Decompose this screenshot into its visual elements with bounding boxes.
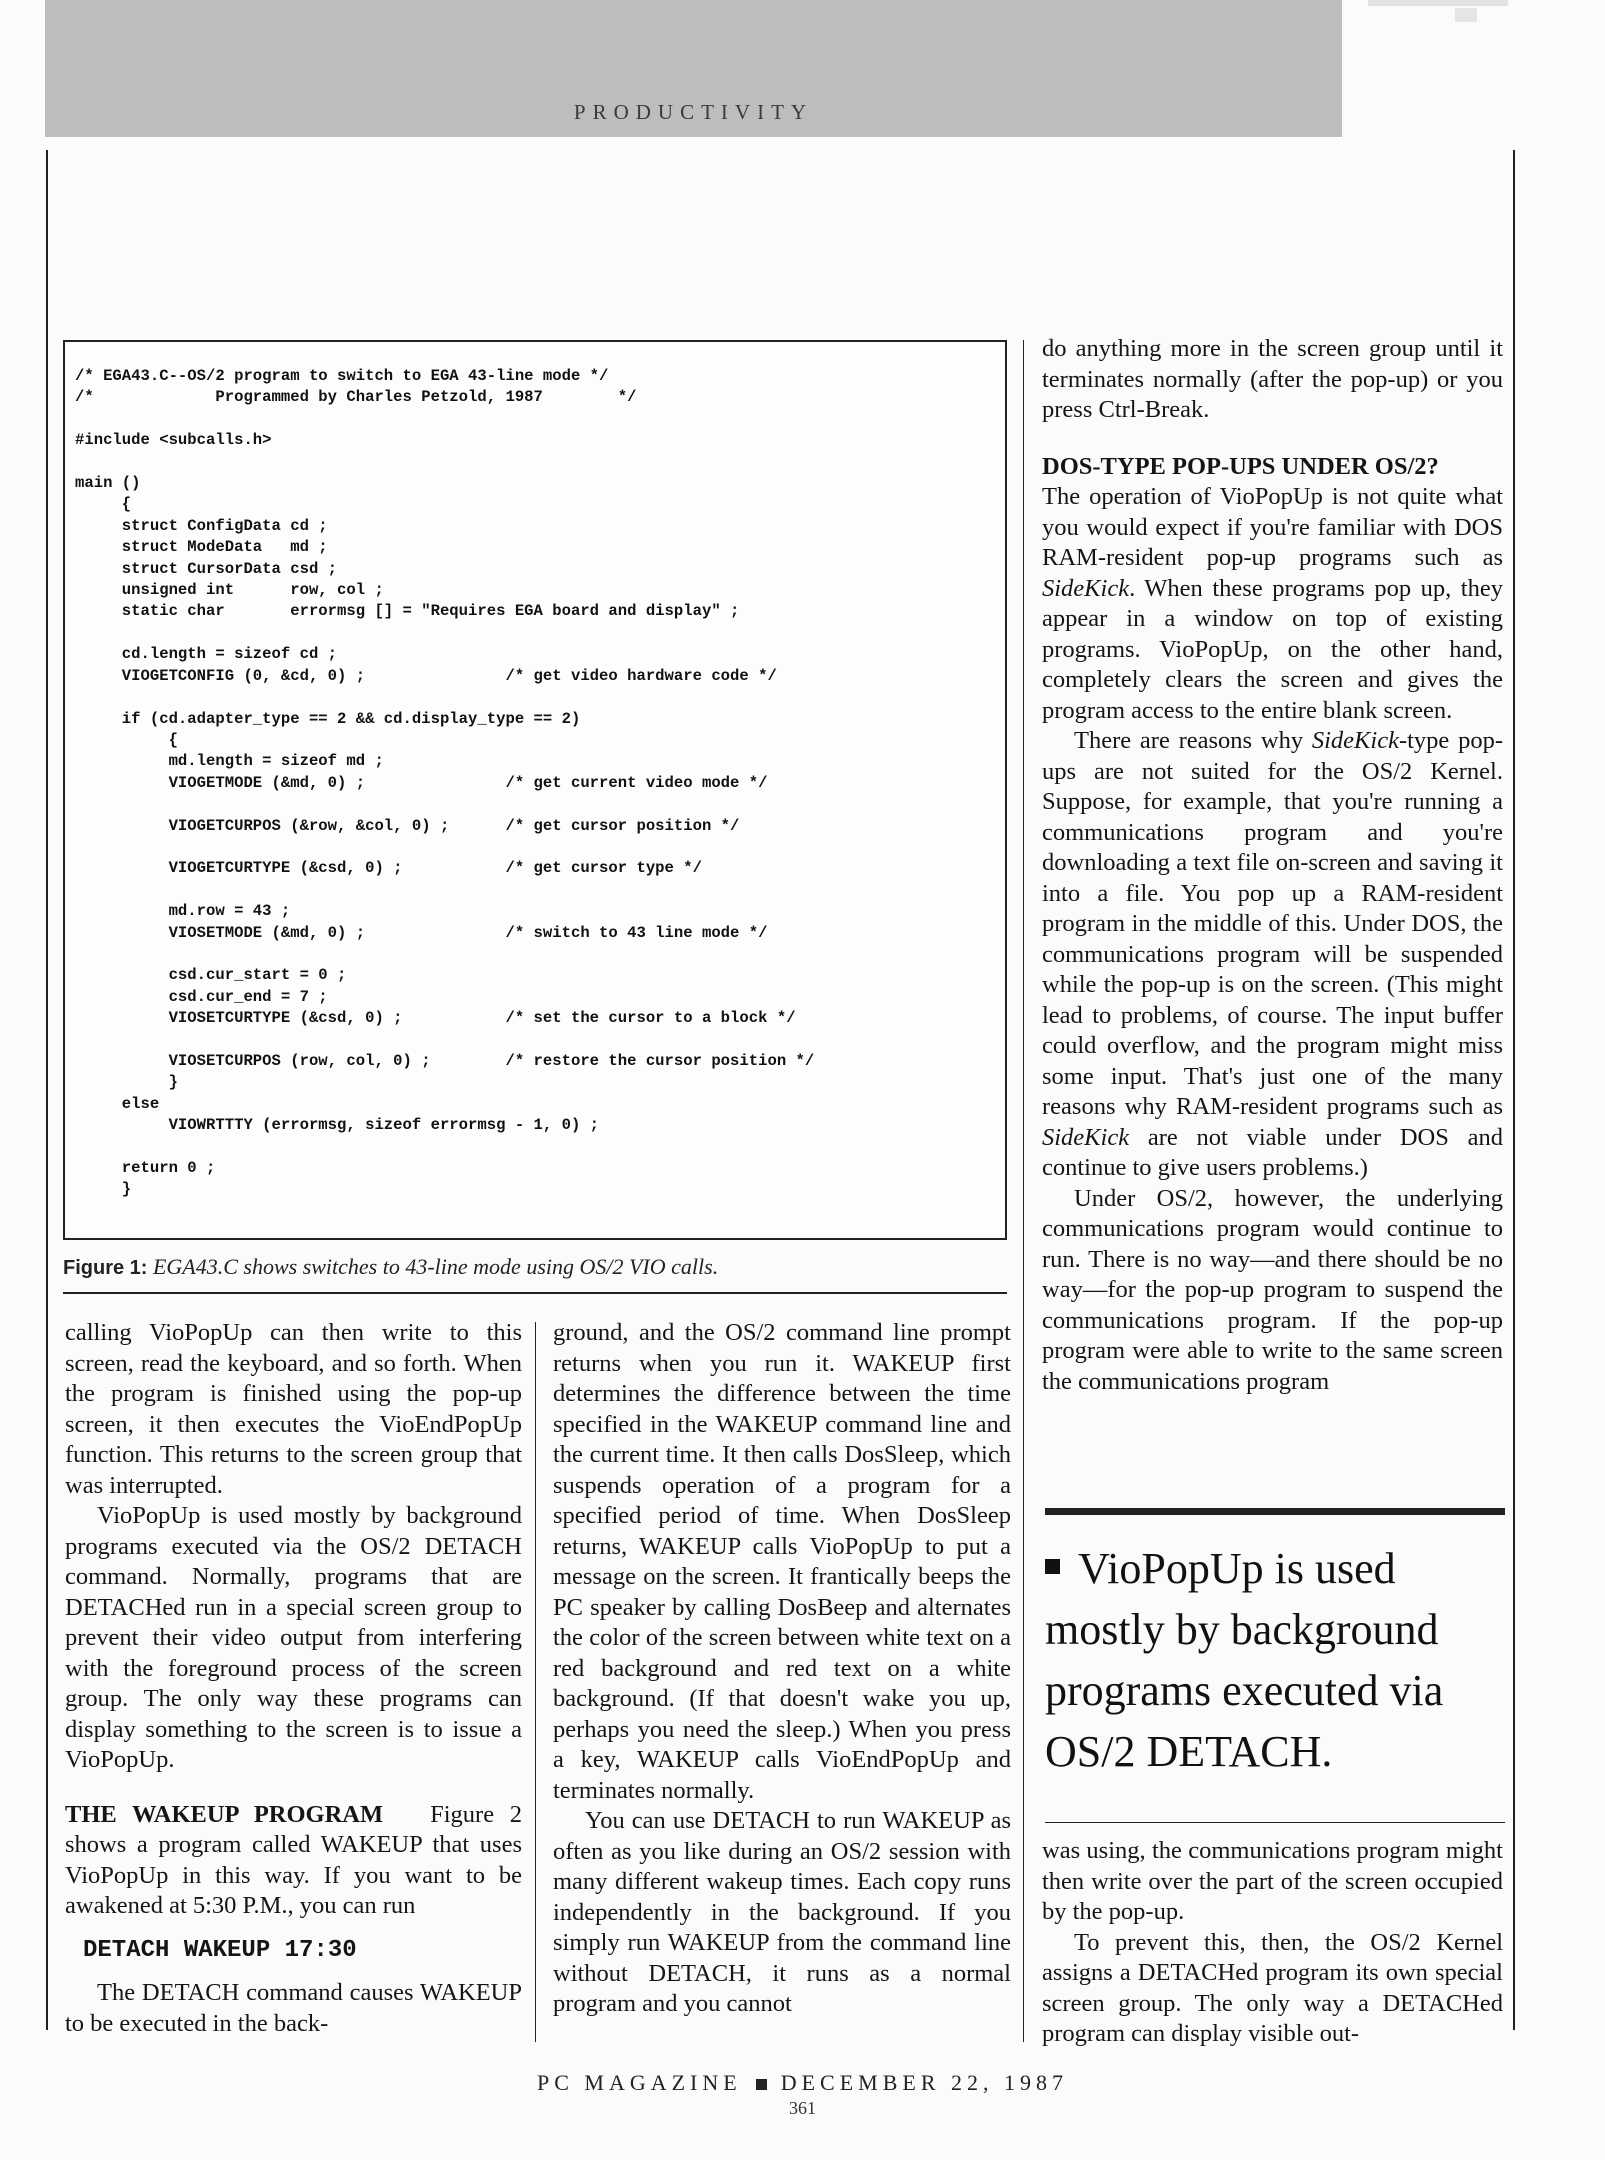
paragraph: You can use DETACH to run WAKEUP as often as you like during an OS/2 session with many different wakeup times. Each copy runs independently in the background. If you simply run WAKEUP from the command line without DETACH, it runs as a normal program and you cannot — [553, 1807, 1011, 2017]
section-heading: DOS-TYPE POP-UPS UNDER OS/2? — [1042, 452, 1439, 480]
column-1 — [65, 1318, 522, 2039]
paragraph: was using, the communications program might then write over the part of the screen occupied by the pop-up. — [1042, 1837, 1503, 1925]
scan-artifact — [1368, 0, 1508, 6]
code-line: cd.length = sizeof cd ; — [121, 645, 338, 664]
paragraph: To prevent this, then, the OS/2 Kernel assigns a DETACHed program its own special screen group. The only way a DETACHed program can display visible out- — [1042, 1928, 1503, 2047]
page-number: 361 — [789, 2098, 816, 2118]
pull-quote: VioPopUp is used mostly by background programs executed via OS/2 DETACH. — [1045, 1544, 1444, 1776]
column-divider-2 — [1023, 340, 1024, 2042]
code-line: main () — [75, 474, 141, 493]
section-heading: THE WAKEUP PROGRAM — [65, 1800, 384, 1828]
pullquote-top-rule — [1045, 1508, 1505, 1515]
issue-date: DECEMBER 22, 1987 — [780, 2070, 1069, 2095]
code-line: md.row = 43 ; — [168, 902, 291, 921]
code-line: VIOWRTTTY (errormsg, sizeof errormsg - 1, 0) ; — [168, 1116, 600, 1135]
code-line: VIOSETMODE (&md, 0) ; /* switch to 43 line mode */ — [168, 923, 768, 942]
right-margin-rule — [1513, 150, 1515, 2030]
code-line: } — [121, 1180, 132, 1199]
code-line: /* EGA43.C--OS/2 program to switch to EGA 43-line mode */ — [75, 367, 609, 385]
caption-rule — [63, 1292, 1007, 1294]
paragraph: Under OS/2, however, the underlying communications program would continue to run. There is no way—and there should be no way—for the pop-up program to suspend the communications program. If the pop-up program were able to write to the same screen the communications program — [1042, 1184, 1503, 1395]
column-3-bottom — [1042, 1836, 1503, 2050]
separator-icon — [756, 2079, 767, 2090]
code-line: VIOSETCURPOS (row, col, 0) ; /* restore the cursor position */ — [168, 1052, 815, 1070]
magazine-name: PC MAGAZINE — [536, 2070, 742, 2095]
command-line: DETACH WAKEUP 17:30 — [83, 1936, 357, 1964]
section-heading-line — [1042, 452, 1503, 483]
code-line: VIOSETCURTYPE (&csd, 0) ; /* set the cursor to a block */ — [168, 1009, 796, 1028]
scan-artifact — [1455, 8, 1477, 22]
code-line: } — [168, 1073, 178, 1092]
paragraph — [65, 1800, 522, 1922]
figure-1-code-box — [63, 340, 1007, 1240]
code-line: static char errormsg [] = "Requires EGA board and display" ; — [121, 602, 740, 621]
code-line: else — [121, 1094, 160, 1113]
paragraph: VioPopUp is used mostly by background programs executed via the OS/2 DETACH command. Normally, programs that are DETACHed run in a special screen group to prevent their video output from interfering with the foreground process of the screen group. The only way these programs can display something to the screen is to issue a VioPopUp. — [65, 1502, 522, 1773]
column-divider-1 — [535, 1322, 536, 2042]
code-line: return 0 ; — [121, 1159, 216, 1178]
paragraph: There are reasons why SideKick-type pop-ups are not suited for the OS/2 Kernel. Suppose, for example, that you're running a communications program and you're downloading a text file on-screen and saving it into a file. You pop up a RAM-resident program in the middle of this. Under DOS, the communications program will be suspended while the pop-up is on the screen. (This might lead to problems, of course. The input buffer could overflow, and the program might miss some input. That's just one of the many reasons why RAM-resident programs such as SideKick are not viable under DOS and continue to give users problems.) — [1042, 727, 1503, 1181]
code-line: struct CursorData csd ; — [121, 559, 338, 578]
code-line: struct ConfigData cd ; — [121, 516, 328, 535]
code-line: if (cd.adapter_type == 2 && cd.display_type == 2) — [121, 709, 581, 728]
paragraph: ground, and the OS/2 command line prompt returns when you run it. WAKEUP first determines the difference between the time specified in the WAKEUP command line and the current time. It then calls DosSleep, which suspends operation of a program for a specified period of time. When DosSleep returns, WAKEUP calls VioPopUp to put a message on the screen. It frantically beeps the PC speaker by calling DosBeep and alternates the color of the screen between white text on a red background and red text on a white background. (If that doesn't wake you up, perhaps you need the sleep.) When you press a key, WAKEUP calls VioEndPopUp and terminates normally. — [553, 1319, 1011, 1804]
column-2 — [553, 1318, 1011, 2020]
code-line: { — [168, 730, 178, 749]
bullet-icon — [1045, 1559, 1060, 1574]
paragraph: calling VioPopUp can then write to this screen, read the keyboard, and so forth. When the program is finished using the pop-up screen, it then executes the VioEndPopUp function. This returns to the screen group that was interrupted. — [65, 1319, 522, 1499]
paragraph: do anything more in the screen group until it terminates normally (after the pop-up) or you press Ctrl-Break. — [1042, 335, 1503, 423]
paragraph: The DETACH command causes WAKEUP to be executed in the back- — [65, 1979, 522, 2037]
code-line: #include <subcalls.h> — [75, 431, 272, 450]
code-line: VIOGETCONFIG (0, &cd, 0) ; /* get video hardware code */ — [121, 666, 777, 685]
code-line: VIOGETMODE (&md, 0) ; /* get current video mode */ — [168, 773, 768, 792]
code-line: { — [121, 495, 132, 514]
code-line: VIOGETCURPOS (&row, &col, 0) ; /* get cursor position */ — [168, 816, 740, 835]
paragraph-text: Figure 2 shows a program called WAKEUP that uses VioPopUp in this way. If you want to be awakened at 5:30 P.M., you can run — [65, 1800, 523, 1919]
code-line: unsigned int row, col ; — [121, 581, 384, 600]
column-3-top — [1042, 334, 1503, 1397]
code-line: csd.cur_end = 7 ; — [168, 987, 328, 1006]
code-line: /* Programmed by Charles Petzold, 1987 */ — [75, 388, 637, 407]
paragraph: The operation of VioPopUp is not quite what you would expect if you're familiar with DOS RAM-resident pop-up programs such as SideKick. When these programs pop up, they appear in a window on top of existing programs. VioPopUp, on the other hand, completely clears the screen and gives the program access to the entire blank screen. — [1042, 483, 1503, 724]
code-line: VIOGETCURTYPE (&csd, 0) ; /* get cursor type */ — [168, 859, 702, 878]
left-margin-rule — [46, 150, 48, 2030]
code-line: csd.cur_start = 0 ; — [168, 966, 347, 985]
caption-label: Figure 1: — [63, 1257, 148, 1279]
code-line: struct ModeData md ; — [121, 538, 328, 557]
figure-caption — [63, 1254, 1007, 1280]
page-footer — [0, 2070, 1605, 2096]
code-line: md.length = sizeof md ; — [168, 752, 384, 771]
pullquote-bottom-rule — [1045, 1822, 1505, 1823]
code-listing — [75, 366, 814, 1201]
section-label: PRODUCTIVITY — [573, 100, 814, 124]
caption-text: EGA43.C shows switches to 43-line mode using OS/2 VIO calls. — [152, 1254, 719, 1279]
